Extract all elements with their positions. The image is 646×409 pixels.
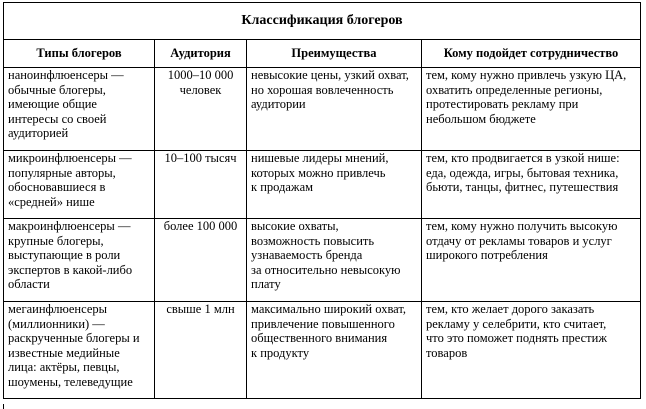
- header-advantages: Преимущества: [247, 40, 422, 68]
- page-margin-tick: [3, 404, 4, 409]
- cell-type: макроинфлюенсеры — крупные блогеры, выступающие в роли экспертов в какой-либо области: [4, 219, 155, 302]
- header-suitable-for: Кому подойдет сотрудничество: [422, 40, 641, 68]
- cell-advantages: невысокие цены, узкий охват, но хорошая вовлеченность аудитории: [247, 68, 422, 151]
- table-row: [4, 302, 641, 399]
- cell-advantages: максимально широкий охват, привлечение повышенного общественного внимания к продукту: [247, 302, 422, 399]
- table-header-row: [4, 40, 641, 68]
- bloggers-classification-table: [3, 2, 641, 399]
- cell-audience: 10–100 тысяч: [155, 151, 247, 219]
- cell-audience: более 100 000: [155, 219, 247, 302]
- cell-type: микроинфлюенсеры — популярные авторы, обосновавшиеся в «средней» нише: [4, 151, 155, 219]
- header-audience: Аудитория: [155, 40, 247, 68]
- cell-suitable-for: тем, кто желает дорого заказать рекламу у селебрити, кто считает, что это поможет поднять престиж товаров: [422, 302, 641, 399]
- header-types: Типы блогеров: [4, 40, 155, 68]
- cell-type: наноинфлюенсеры — обычные блогеры, имеющие общие интересы со своей аудиторией: [4, 68, 155, 151]
- table-row: [4, 68, 641, 151]
- cell-audience: свыше 1 млн: [155, 302, 247, 399]
- cell-suitable-for: тем, кому нужно получить высокую отдачу от рекламы товаров и услуг широкого потребления: [422, 219, 641, 302]
- table-title-row: [4, 3, 641, 40]
- cell-advantages: высокие охваты, возможность повысить узнаваемость бренда за относительно невысокую плату: [247, 219, 422, 302]
- cell-suitable-for: тем, кто продвигается в узкой нише: еда, одежда, игры, бытовая техника, бьюти, танцы, фитнес, путешествия: [422, 151, 641, 219]
- table-row: [4, 219, 641, 302]
- table-title: Классификация блогеров: [4, 3, 641, 40]
- cell-advantages: нишевые лидеры мнений, которых можно привлечь к продажам: [247, 151, 422, 219]
- cell-audience: 1000–10 000 человек: [155, 68, 247, 151]
- table-row: [4, 151, 641, 219]
- cell-type: мегаинфлюенсеры (миллионники) — раскрученные блогеры и известные медийные лица: актёры, певцы, шоумены, телеведущие: [4, 302, 155, 399]
- cell-suitable-for: тем, кому нужно привлечь узкую ЦА, охватить определенные регионы, протестировать рекламу при небольшом бюджете: [422, 68, 641, 151]
